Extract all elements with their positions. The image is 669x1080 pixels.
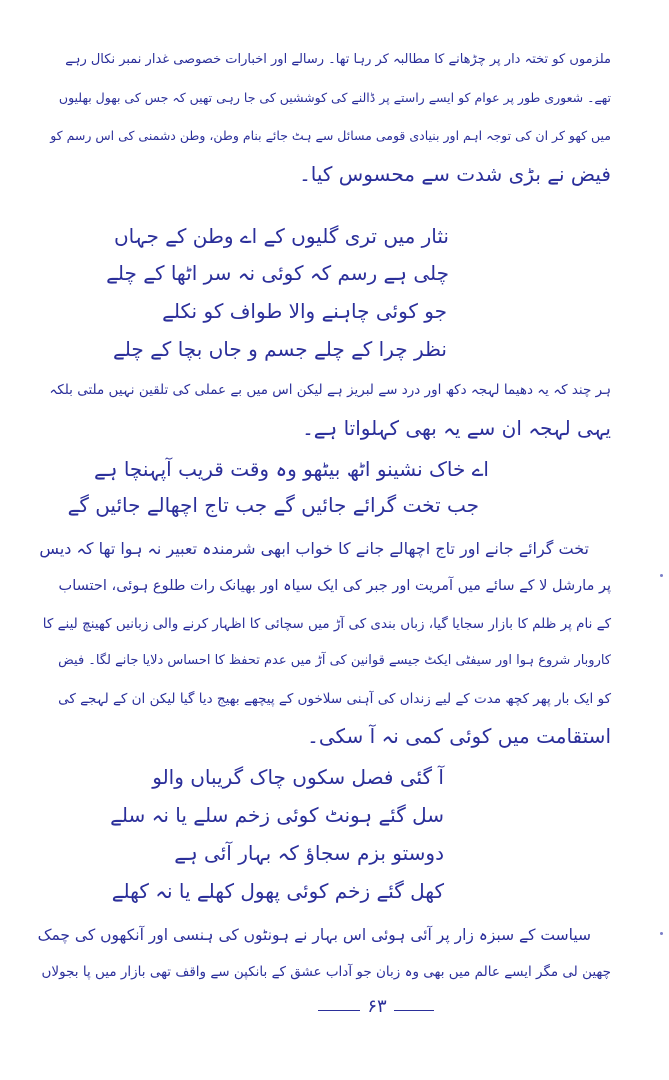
paragraph-line: تخت گرائے جانے اور تاج اچھالے جانے کا خواب ابھی شرمندہ تعبیر نہ ہوا تھا کہ دیس: [39, 539, 589, 558]
page-number: ۶۳: [367, 996, 387, 1017]
paragraph-line: میں کھو کر ان کی توجہ اہم اور بنیادی قومی مسائل سے ہٹ جائے بنام وطن، وطن دشمنی کی اس رسم کو: [50, 128, 611, 143]
paragraph-line: استقامت میں کوئی کمی نہ آ سکی۔: [307, 724, 611, 748]
page-number-rule-right: [394, 1010, 434, 1011]
verse-line: جب تخت گرائے جائیں گے جب تاج اچھالے جائیں گے: [67, 493, 479, 517]
paragraph-line: سیاست کے سبزہ زار پر آئی ہوئی اس بہار نے ہونٹوں کی ہنسی اور آنکھوں کی چمک: [37, 926, 591, 944]
scan-speck: [660, 574, 663, 577]
verse-line: نظر چرا کے چلے جسم و جاں بچا کے چلے: [113, 337, 447, 361]
verse-line: جو کوئی چاہنے والا طواف کو نکلے: [162, 299, 447, 323]
paragraph-line: یہی لہجہ ان سے یہ بھی کہلواتا ہے۔: [302, 416, 611, 440]
paragraph-line: کو ایک بار پھر کچھ مدت کے لیے زنداں کی آہنی سلاخوں کے پیچھے بھیج دیا گیا لیکن ان کے لہجے کی: [58, 691, 611, 707]
verse-line: آ گئی فصل سکوں چاک گریباں والو: [152, 765, 444, 789]
scan-speck: [660, 932, 663, 935]
verse-line: سل گئے ہونٹ کوئی زخم سلے یا نہ سلے: [110, 803, 444, 827]
paragraph-line: کے نام پر ظلم کا بازار سجایا گیا، زباں بندی کی آڑ میں سچائی کا اظہار کرنے والی زبانیں کھینچ لینے کا: [42, 616, 611, 632]
paragraph-line: پر مارشل لا کے سائے میں آمریت اور جبر کی ایک سیاہ اور بھیانک رات طلوع ہوئی، احتساب: [58, 578, 611, 594]
verse-line: دوستو بزم سجاؤ کہ بہار آئی ہے: [174, 841, 444, 865]
verse-line: نثار میں تری گلیوں کے اے وطن کے جہاں: [113, 224, 449, 248]
paragraph-line: ملزموں کو تختہ دار پر چڑھانے کا مطالبہ کر رہا تھا۔ رسالے اور اخبارات خصوصی غدار نمبر نکال رہے: [65, 52, 611, 67]
paragraph-line: تھے۔ شعوری طور پر عوام کو ایسے راستے پر ڈالنے کی کوششیں کی جا رہی تھیں کہ جس کی بھول بھلیوں: [58, 90, 611, 105]
page-number-rule-left: [318, 1010, 360, 1011]
paragraph-line: ہر چند کہ یہ دھیما لہجہ دکھ اور درد سے لبریز ہے لیکن اس میں بے عملی کی تلقین نہیں ملتی بلکہ: [49, 382, 611, 398]
paragraph-line: کاروبار شروع ہوا اور سیفٹی ایکٹ جیسے قوانین کی آڑ میں عدم تحفظ کا احساس دلایا جانے لگا۔ فیض: [58, 653, 611, 668]
paragraph-line: فیض نے بڑی شدت سے محسوس کیا۔: [299, 162, 611, 186]
paragraph-line: چھین لی مگر ایسے عالم میں بھی وہ زبان جو آداب عشق کے بانکپن سے واقف تھی بازار میں پا بجولاں: [41, 964, 611, 980]
verse-line: اے خاک نشینو اٹھ بیٹھو وہ وقت قریب آپہنچا ہے: [94, 457, 489, 481]
verse-line: چلی ہے رسم کہ کوئی نہ سر اٹھا کے چلے: [106, 261, 449, 285]
verse-line: کھل گئے زخم کوئی پھول کھلے یا نہ کھلے: [111, 879, 444, 903]
